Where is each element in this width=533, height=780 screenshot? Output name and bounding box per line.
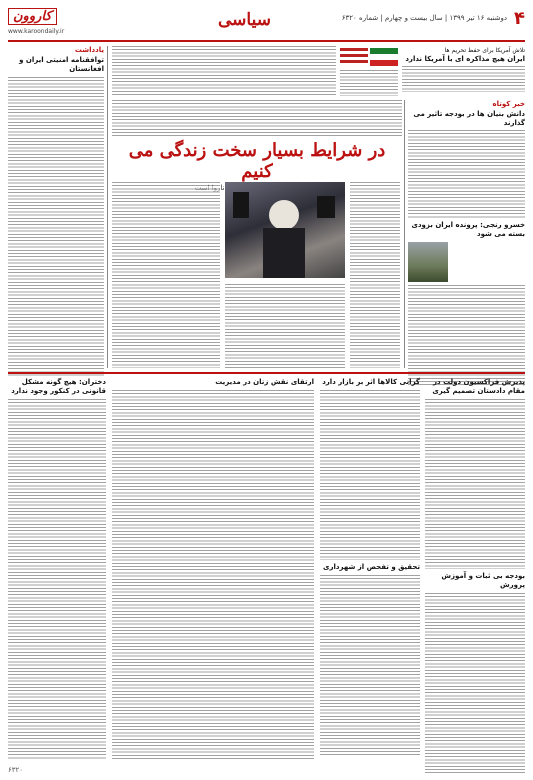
right-column: [408, 100, 525, 368]
top-article-kicker: تلاش آمریکا برای حفظ تحریم ها: [444, 47, 525, 54]
column-divider: [107, 46, 108, 368]
right-column-title-1: دانش بنیان ها در بودجه تاثیر می گذارند: [413, 110, 525, 127]
main-headline: در شرایط بسیار سخت زندگی می کنیم: [128, 140, 386, 182]
page-number: ۴: [514, 8, 525, 29]
official-portrait: [408, 242, 448, 282]
left-column-tag: یادداشت: [74, 46, 104, 54]
main-photo: [225, 182, 345, 278]
right-column-tag: خبر کوتاه: [492, 100, 525, 108]
bottom-col-2: [320, 378, 420, 768]
bottom-headline-1: پذیرش فراکسیون دولت در مقام دادستان تصمیم گیری: [432, 378, 525, 395]
bottom-subhead-2: تحقیق و تفحص از شهرداری: [323, 563, 420, 571]
left-column-body: [8, 77, 104, 377]
bottom-subhead-1: بودجه بی ثبات و آموزش پرورش: [441, 572, 525, 589]
left-column-title: توافقنامه امنیتی ایران و افغانستان: [19, 56, 104, 73]
bottom-col-4: [8, 378, 106, 768]
bottom-headline-3: ارتقای نقش زنان در مدیریت: [215, 378, 314, 386]
website-url: www.karoondaily.ir: [8, 28, 65, 35]
right-column-divider: [404, 100, 405, 368]
iran-flag-image: [370, 48, 398, 66]
masthead: [8, 8, 525, 42]
date-line: دوشنبه ۱۶ تیر ۱۳۹۹ | سال بیست و چهارم | شماره ۶۳۲۰: [341, 14, 507, 22]
newspaper-logo: کاروون: [8, 8, 57, 25]
bottom-col-1: [425, 378, 525, 768]
main-story-body-left: [112, 182, 220, 368]
section-title: سیاسی: [218, 10, 271, 30]
main-headline-block: [112, 140, 402, 180]
main-story-body-right: [350, 182, 400, 368]
bottom-col-3: [112, 378, 314, 768]
top-article-title: ایران هیچ مذاکره ای با آمریکا ندارد: [405, 55, 525, 63]
main-story-lead: [112, 100, 402, 136]
bottom-headline-2: گرانی کالاها اثر بر بازار دارد: [322, 378, 420, 386]
footer-number: ۶۳۲۰: [8, 766, 24, 774]
right-column-title-2: خسرو رنجی: پرونده ایران بزودی بسته می شود: [411, 221, 525, 238]
bottom-headline-4: دختران: هیچ گونه مشکل قانونی در کنکور وجود ندارد: [11, 378, 106, 395]
top-right-article: [402, 46, 525, 96]
main-story-body-center: [225, 284, 345, 368]
left-column: [8, 46, 104, 368]
bottom-row-divider: [8, 372, 525, 374]
top-article-body-2: [340, 70, 398, 96]
top-article-body: [112, 46, 336, 96]
us-flag-image: [340, 48, 368, 66]
